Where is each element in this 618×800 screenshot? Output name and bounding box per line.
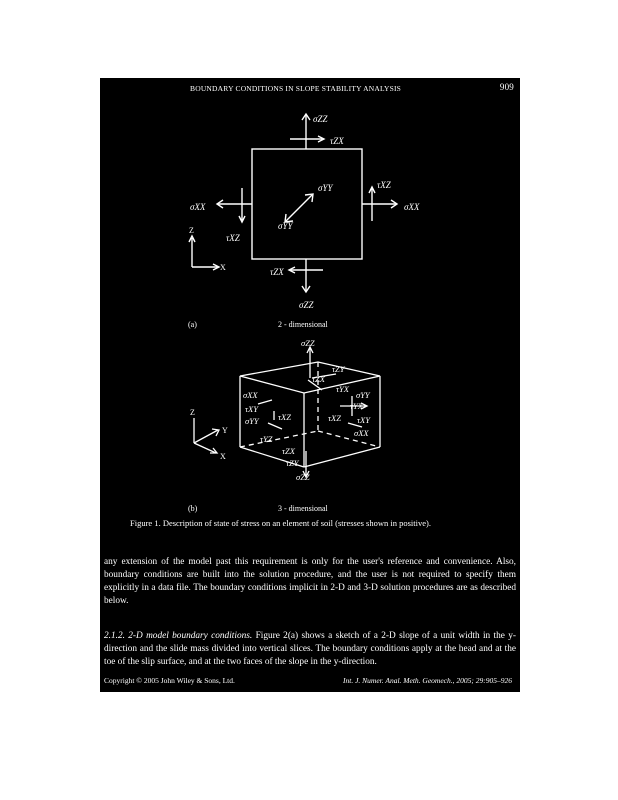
label-2d-szz-bottom: σZZ	[299, 300, 314, 310]
label-3d-tzy-bottom: τZY	[286, 458, 299, 468]
figure-1	[100, 78, 520, 518]
axis-3d-x	[194, 443, 216, 453]
section-heading: 2.1.2. 2-D model boundary conditions.	[104, 631, 253, 641]
part-a-label: (a)	[188, 320, 197, 329]
label-3d-szz-bottom: σZZ	[296, 472, 310, 482]
label-3d-sxx-left: σXX	[243, 390, 258, 400]
cube-hidden-left	[240, 431, 318, 447]
3d-tyz-left-arrow	[268, 423, 282, 429]
3d-sxx-left-arrow	[258, 400, 272, 404]
footer-copyright: Copyright © 2005 John Wiley & Sons, Ltd.	[104, 676, 235, 685]
label-3d-txz-left: τXZ	[278, 412, 291, 422]
cube-hidden-right	[318, 431, 380, 447]
label-2d-sxx-left: σXX	[190, 202, 206, 212]
paragraph-1-text: any extension of the model past this requirement is only for the user's reference and convenience. Also, boundary conditions are built into the solution procedure, and the user is not required to specify them explicitly in a data file. The boundary conditions implicit in 2-D and 3-D solution procedures are as described below.	[104, 557, 516, 606]
label-3d-syy-right: σYY	[356, 390, 370, 400]
label-2d-syy-lower: σYY	[278, 221, 293, 231]
syy-diagonal-arrow	[286, 195, 312, 221]
part-a-title: 2 - dimensional	[278, 320, 328, 329]
label-2d-txz-right: τXZ	[377, 180, 391, 190]
axis-3d-y-label: Y	[222, 426, 228, 435]
cube-edge-bottom-right	[304, 447, 380, 467]
figure-caption: Figure 1. Description of state of stress on an element of soil (stresses shown in positive).	[130, 518, 431, 528]
part-b-title: 3 - dimensional	[278, 504, 328, 513]
paragraph-2-text: Figure 2(a) shows a sketch of a 2-D slope of a unit width in the y-direction and the slide mass divided into vertical slices. The boundary conditions apply at the head and at the toe of the slip surface, and at the two faces of the slope in the y-direction.	[104, 631, 516, 667]
label-3d-tyx-right: τYX	[350, 401, 363, 411]
label-3d-tzy: τZY	[332, 364, 345, 374]
label-3d-txy-right: τXY	[357, 415, 370, 425]
label-3d-tyx-top: τYX	[336, 384, 349, 394]
axis-3d-y	[194, 430, 218, 443]
element-2d-square	[252, 149, 362, 259]
label-3d-syy-left: σYY	[245, 416, 259, 426]
running-title: BOUNDARY CONDITIONS IN SLOPE STABILITY ANALYSIS	[190, 84, 402, 93]
label-2d-txz-left: τXZ	[226, 233, 240, 243]
label-3d-szz: σZZ	[301, 338, 315, 348]
label-2d-syy-center: σYY	[318, 183, 333, 193]
paragraph-2	[104, 630, 516, 669]
label-2d-tzx-bottom: τZX	[270, 267, 284, 277]
part-b-label: (b)	[188, 504, 198, 513]
axis-3d-x-label: X	[220, 452, 226, 461]
label-2d-szz-top: σZZ	[313, 114, 328, 124]
label-3d-tzx: τZX	[312, 374, 325, 384]
label-3d-sxx-right: σXX	[354, 428, 369, 438]
label-3d-txy-left: τXY	[245, 404, 258, 414]
footer-journal: Int. J. Numer. Anal. Meth. Geomech., 2005; 29:905–926	[343, 676, 512, 685]
label-2d-sxx-right: σXX	[404, 202, 420, 212]
label-2d-tzx-top: τZX	[330, 136, 344, 146]
label-3d-txz-right: τXZ	[328, 413, 341, 423]
paragraph-1	[104, 556, 516, 608]
label-3d-tyz-left: τYZ	[260, 434, 273, 444]
page-scan	[100, 78, 520, 692]
axis-2d-z-label: Z	[189, 226, 194, 235]
page-number: 909	[499, 82, 514, 92]
axis-2d-x-label: X	[220, 263, 226, 272]
label-3d-tzx-bottom: τZX	[282, 446, 295, 456]
axis-3d-z-label: Z	[190, 408, 195, 417]
